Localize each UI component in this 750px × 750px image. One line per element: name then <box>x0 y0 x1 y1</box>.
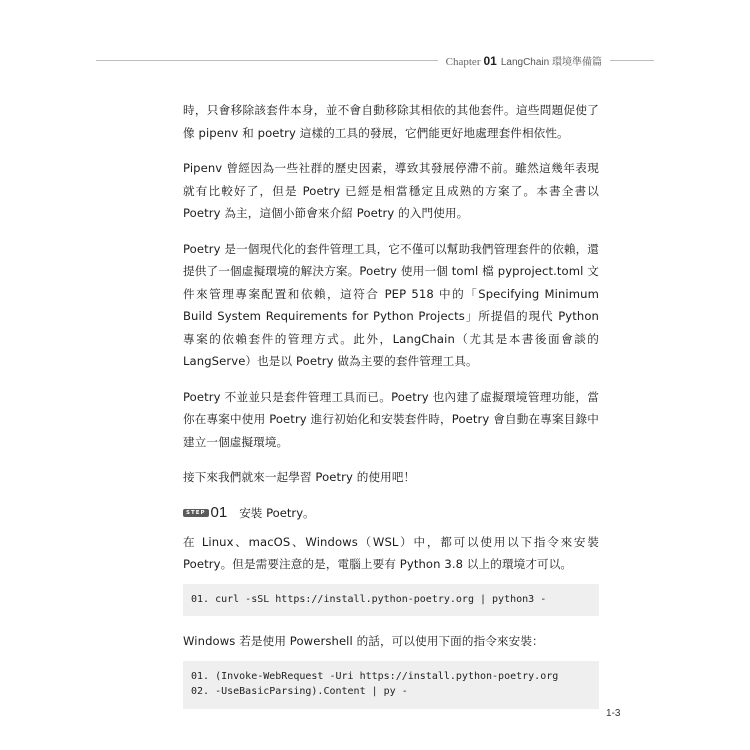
code-line: 01. curl -sSL https://install.python-poetry.org | python3 - <box>191 593 547 605</box>
running-header <box>96 52 654 68</box>
paragraph-4: Poetry 不並並只是套件管理工具而已。Poetry 也內建了虛擬環境管理功能，當你在專案中使用 Poetry 進行初始化和安裝套件時，Poetry 會自動在專案目錄中建立一個虛擬環境。 <box>183 389 599 449</box>
paragraph-3: Poetry 是一個現代化的套件管理工具，它不僅可以幫助我們管理套件的依賴，還提供了一個虛擬環境的解決方案。Poetry 使用一個 toml 檔 pyproject.toml 文件來管理專案配置和依賴，這符合 PEP 518 中的「Specifying Minimum Build System Requirements for Python Projects」所提倡的現代 Python 專案的依賴套件的管理方式。此外，LangChain（尤其是本書後面會談的 LangServe）也是以 Poetry 做為主要的套件管理工具。 <box>183 241 599 368</box>
code-line: 02. -UseBasicParsing).Content | py - <box>191 686 408 697</box>
page-number: 1-3 <box>606 708 621 719</box>
header-rule-left <box>96 60 438 61</box>
code-block-powershell <box>183 661 599 709</box>
code-line: 01. (Invoke-WebRequest -Uri https://install.python-poetry.org <box>191 670 559 682</box>
chapter-word: Chapter <box>445 55 481 68</box>
header-rule-right <box>610 60 654 61</box>
step-number: 01 <box>210 504 228 521</box>
chapter-label <box>446 53 602 68</box>
step-heading <box>183 502 599 524</box>
paragraph-5: 接下來我們就來一起學習 Poetry 的使用吧！ <box>183 470 416 484</box>
paragraph-2: Pipenv 曾經因為一些社群的歷史因素，導致其發展停滯不前。雖然這幾年表現就有比較好了，但是 Poetry 已經是相當穩定且成熟的方案了。本書全書以 Poetry 為主，這個小節會來介紹 Poetry 的入門使用。 <box>183 161 599 220</box>
step-title: 安裝 Poetry。 <box>239 505 315 520</box>
windows-paragraph: Windows 若是使用 Powershell 的話，可以使用下面的指令來安裝： <box>183 634 544 648</box>
code-block-curl <box>183 584 599 617</box>
step-paragraph: 在 Linux、macOS、Windows（WSL）中，都可以使用以下指令來安裝 Poetry。但是需要注意的是，電腦上要有 Python 3.8 以上的環境才可以。 <box>183 534 599 571</box>
chapter-number: 01 <box>483 53 497 68</box>
step-badge: STEP <box>183 509 209 517</box>
page-body <box>183 99 599 723</box>
paragraph-1: 時，只會移除該套件本身，並不會自動移除其相依的其他套件。這些問題促使了像 pipenv 和 poetry 這樣的工具的發展，它們能更好地處理套件相依性。 <box>183 103 599 140</box>
chapter-title: LangChain 環境準備篇 <box>500 56 602 68</box>
